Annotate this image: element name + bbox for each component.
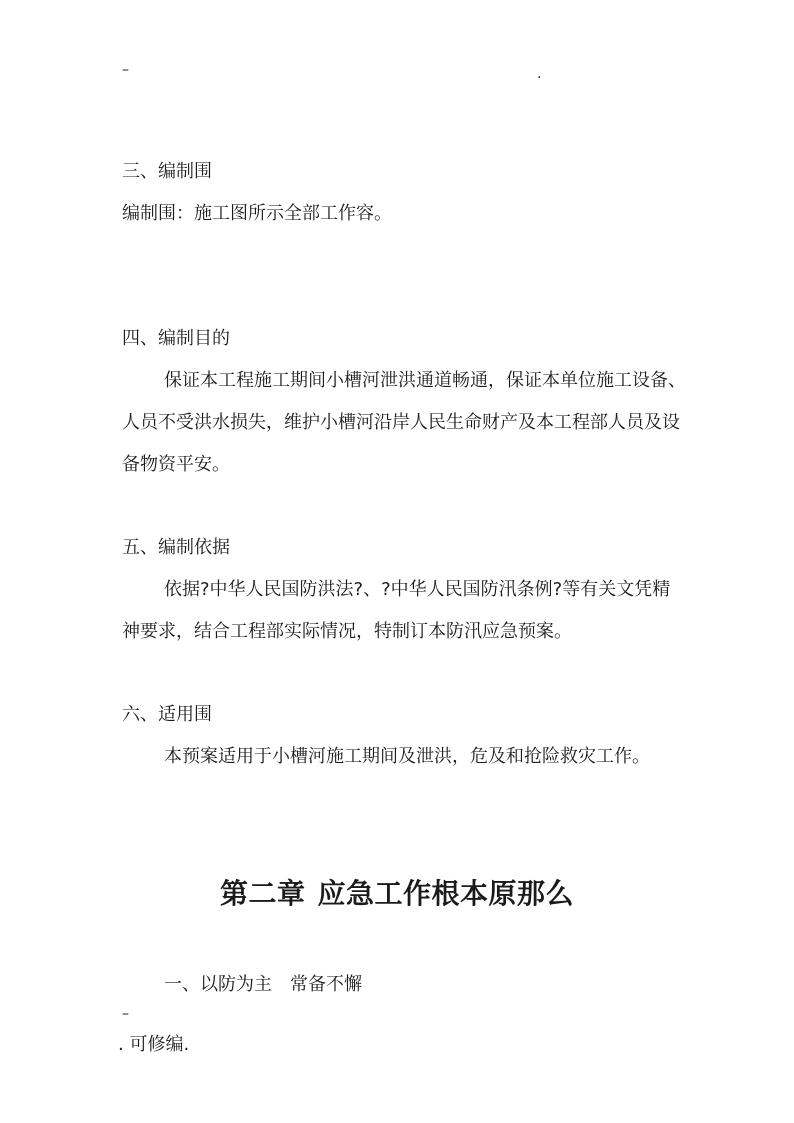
- header-right-mark: .: [537, 66, 542, 82]
- section-3-body: 编制围：施工图所示全部工作容。: [122, 203, 392, 224]
- section-3-heading: 三、编制围: [122, 161, 212, 182]
- section-4-line-1: 保证本工程施工期间小槽河泄洪通道畅通，保证本单位施工设备、: [164, 370, 686, 391]
- footer-mark: –: [122, 1006, 129, 1022]
- section-4-heading: 四、编制目的: [122, 328, 230, 349]
- section-6-body: 本预案适用于小槽河施工期间及泄洪，危及和抢险救灾工作。: [164, 746, 650, 767]
- chapter-heading: [0, 876, 794, 912]
- section-5-line-2: 神要求，结合工程部实际情况，特制订本防汛应急预案。: [122, 621, 572, 642]
- chapter-title: 应急工作根本原那么: [317, 877, 575, 910]
- chapter-number: 第二章: [219, 877, 306, 910]
- section-4-line-3: 备物资平安。: [122, 454, 230, 475]
- section-5-line-1: 依据?中华人民国防洪法?、?中华人民国防汛条例?等有关文凭精: [164, 579, 671, 600]
- principle-1: 一、以防为主 常备不懈: [164, 974, 362, 995]
- section-5-heading: 五、编制依据: [122, 537, 230, 558]
- section-6-heading: 六、适用围: [122, 704, 212, 725]
- header-left-mark: –: [122, 62, 129, 78]
- footer-text: . 可修编.: [118, 1034, 190, 1055]
- section-4-line-2: 人员不受洪水损失，维护小槽河沿岸人民生命财产及本工程部人员及设: [122, 412, 680, 433]
